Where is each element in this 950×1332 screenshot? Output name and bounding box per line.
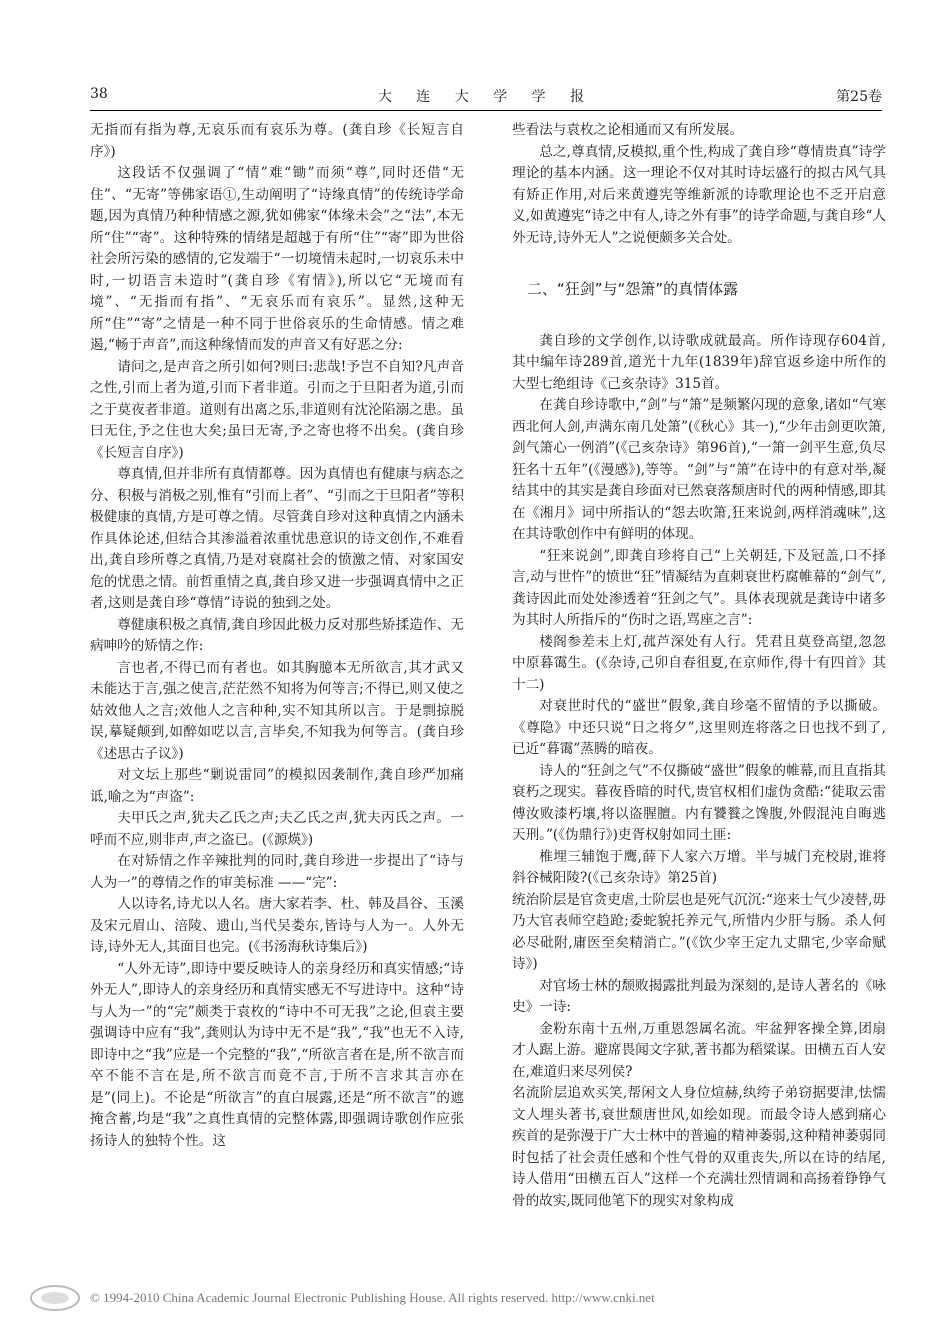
body-paragraph: 在龚自珍诗歌中,“剑”与“箫”是频繁闪现的意象,诸如“气寒西北何人剑,声满东南几处箫”(《秋心》其一),“少年击剑更吹箫,剑气箫心一例消”(《己亥杂诗》第96首),“一箫一剑平生意,负尽狂名十五年”(《漫感》),等等。“剑”与“箫”在诗中的有意对举,凝结其中的其实是龚自珍面对已然衰落颓唐时代的两种情感,即其在《湘月》词中所指认的“怨去吹箫,狂来说剑,两样消魂味”,这在其诗歌创作中有鲜明的体现。 <box>512 397 886 542</box>
right-column <box>512 120 886 1212</box>
body-paragraph: 尊真情,但并非所有真情都尊。因为真情也有健康与病态之分、积极与消极之别,惟有“引而上者”、“引而之于旦阳者”等积极健康的真情,方是可尊之情。尽管龚自珍对这种真情之内涵未作具体论述,但结合其渗溢着浓重忧患意识的诗文创作,不难看出,龚自珍所尊之真情,乃是对衰腐社会的愤激之情、对家国安危的忧患之情。前哲重情之真,龚自珍又进一步强调真情中之正者,这则是龚自珍“尊情”诗说的独到之处。 <box>90 466 464 611</box>
journal-title: 大 连 大 学 学 报 <box>377 89 595 105</box>
page-number: 38 <box>90 86 108 102</box>
quotation-paragraph: 楼阁参差未上灯,菰芦深处有人行。凭君且莫登高望,忽忽中原暮霭生。(《杂诗,己卯自春徂夏,在京师作,得十有四首》其十二) <box>512 633 886 693</box>
quotation-paragraph: 人以诗名,诗尤以人名。唐大家若李、杜、韩及昌谷、玉溪及宋元眉山、涪陵、遗山,当代吴娄东,皆诗与人为一。人外无诗,诗外无人,其面目也完。(《书汤海秋诗集后》) <box>90 896 464 955</box>
volume-label: 第25卷 <box>836 89 882 105</box>
body-paragraph: 龚自珍的文学创作,以诗歌成就最高。所作诗现存604首,其中编年诗289首,道光十九年(1839年)辞官返乡途中所作的大型七绝组诗《己亥杂诗》315首。 <box>512 332 886 392</box>
body-paragraph: 在对矫情之作辛辣批判的同时,龚自珍进一步提出了“诗与人为一”的尊情之作的审美标准 ——“完”: <box>90 853 464 891</box>
body-paragraph: 总之,尊真情,反模拟,重个性,构成了龚自珍“尊情贵真”诗学理论的基本内涵。这一理论不仅对其时诗坛盛行的拟古风气具有矫正作用,对后来黄遵宪等维新派的诗歌理论也不乏开启意义,如黄遵宪“诗之中有人,诗之外有事”的诗学命题,与龚自珍“人外无诗,诗外无人”之说便颇多关合处。 <box>512 143 886 246</box>
copyright-text: © 1994-2010 China Academic Journal Electronic Publishing House. All rights reserved. http://www.cnki.net <box>90 1290 655 1305</box>
quotation-paragraph: 金粉东南十五州,万重恩怨属名流。牢盆狎客操全算,团扇才人踞上游。避席畏闻文字狱,著书都为稻粱谋。田横五百人安在,难道归来尽列侯? <box>512 1020 886 1080</box>
body-paragraph: 统治阶层是官贪吏虐,士阶层也是死气沉沉:“迩来士气少凌替,毋乃大官表师空趋跄;委蛇貌托养元气,所惜内少肝与肠。杀人何必尽砒附,庸医至矣精消亡。”(《饮少宰王定九丈鼎宅,少宰命赋诗》) <box>512 891 886 972</box>
left-column <box>90 120 464 1152</box>
body-paragraph: 诗人的“狂剑之气”不仅撕破“盛世”假象的帷幕,而且直指其衰朽之现实。暮夜昏暗的时代,贵官权相们虚伪贪酷:“徒取云雷傅汝败漆朽壤,将以盗腥膻。内有饕餮之馋腹,外假混沌自晦逃天刑。”(《伪鼎行》)吏胥权射如同土匪: <box>512 762 886 843</box>
quotation-paragraph: 言也者,不得已而有者也。如其胸臆本无所欲言,其才武又未能达于言,强之使言,茫茫然不知将为何等言;不得已,则又使之姑效他人之言;效他人之言种种,实不知其所以言。于是剽掠脱误,摹疑颠到,如醉如呓以言,言毕矣,不知我为何等言。(龚自珍《述思古子议》) <box>90 659 464 762</box>
body-paragraph: “狂来说剑”,即龚自珍将自己“上关朝廷,下及冠盖,口不择言,动与世忤”的愤世“狂”情凝结为直刺衰世朽腐帷幕的“剑气”,龚诗因此而处处渗透着“狂剑之气”。具体表现就是龚诗中诸多为其时人所指斥的“伤时之语,骂座之言”: <box>512 547 886 628</box>
body-paragraph: 这段话不仅强调了“情”难“锄”而须“尊”,同时还借“无住”、“无寄”等佛家语①,生动阐明了“诗缘真情”的传统诗学命题,因为真情乃种种情感之源,犹如佛家“体缘未会”之“法”,本无所“住”“寄”。这种特殊的情绪是超越于有所“住”“寄”即为世俗社会所污染的感情的,它发端于“一切境情未起时,一切哀乐未中时,一切语言未造时”(龚自珍《宥情》),所以它“无境而有境”、“无指而有指”、“无哀乐而有哀乐”。显然,这种无所“住”“寄”之情是一种不同于世俗哀乐的生命情感。情之难遏,“畅于声音”,而这种缘情而发的声音又有好恶之分: <box>90 165 464 353</box>
footer <box>0 1288 950 1312</box>
section-heading: 二、“狂剑”与“怨箫”的真情体露 <box>527 280 739 298</box>
quotation-paragraph: 椎埋三辅饱于鹰,薛下人家六万增。半与城门充校尉,谁将斜谷械阳陵?(《己亥杂诗》第25首) <box>512 848 886 886</box>
quotation-paragraph: 请问之,是声音之所引如何?则曰:悲哉!予岂不自知?凡声音之性,引而上者为道,引而下者非道。引而之于旦阳者为道,引而之于莫夜者非道。道则有出离之乐,非道则有沈沦陷溺之患。虽曰无住,予之住也大矣;虽曰无寄,予之寄也将不出矣。(龚自珍《长短言自序》) <box>90 358 464 461</box>
header-rule <box>90 110 882 111</box>
body-paragraph: 对衰世时代的“盛世”假象,龚自珍毫不留情的予以撕破。《尊隐》中还只说“日之将夕”,这里则连将落之日也找不到了,已近“暮霭”蒸腾的暗夜。 <box>512 698 886 757</box>
body-paragraph: 对官场士林的颓败揭露批判最为深刻的,是诗人著名的《咏史》一诗: <box>512 977 886 1015</box>
body-paragraph: 尊健康积极之真情,龚自珍因此极力反对那些矫揉造作、无病呻吟的矫情之作: <box>90 616 464 654</box>
body-paragraph: “人外无诗”,即诗中要反映诗人的亲身经历和真实情感;“诗外无人”,即诗人的亲身经历和真情实感无不写进诗中。这种“诗与人为一”的“完”颇类于袁枚的“诗中不可无我”之论,但袁主要强调诗中应有“我”,龚则认为诗中无不是“我”,“我”也无不入诗,即诗中之“我”应是一个完整的“我”,“所欲言者在是,所不欲言而卒不能不言在是,所不欲言而竟不言,于所不言求其言亦在是”(同上)。不论是“所欲言”的直白展露,还是“所不欲言”的遮掩含蓄,均是“我”之真性真情的完整体露,即强调诗歌创作应张扬诗人的独特个性。这 <box>90 960 464 1149</box>
body-paragraph: 些看法与袁枚之论相通而又有所发展。 <box>512 122 744 138</box>
body-paragraph: 名流阶层追欢买笑,帮闲文人身位煊赫,纨绔子弟窃据要津,怯懦文人埋头著书,衰世颓唐世风,如绘如现。而最令诗人感到痛心疾首的是弥漫于广大士林中的普遍的精神萎弱,这种精神萎弱同时包括了社会责任感和个性气骨的双重丧失,所以在诗的结尾,诗人借用“田横五百人”这样一个充满壮烈情调和高扬着铮铮气骨的故实,既同他笔下的现实对象构成 <box>512 1085 886 1209</box>
running-header <box>90 86 882 108</box>
quotation-paragraph: 夫甲氏之声,犹夫乙氏之声;夫乙氏之声,犹夫丙氏之声。一呼而不应,则非声,声之盗已。(《源煐》) <box>90 810 464 848</box>
body-paragraph: 对文坛上那些“剿说雷同”的模拟因袭制作,龚自珍严加痛诋,喻之为“声盗”: <box>90 767 464 805</box>
cnki-logo-icon <box>28 1282 82 1314</box>
body-paragraph: 无指而有指为尊,无哀乐而有哀乐为尊。(龚自珍《长短言自序》) <box>90 122 464 160</box>
